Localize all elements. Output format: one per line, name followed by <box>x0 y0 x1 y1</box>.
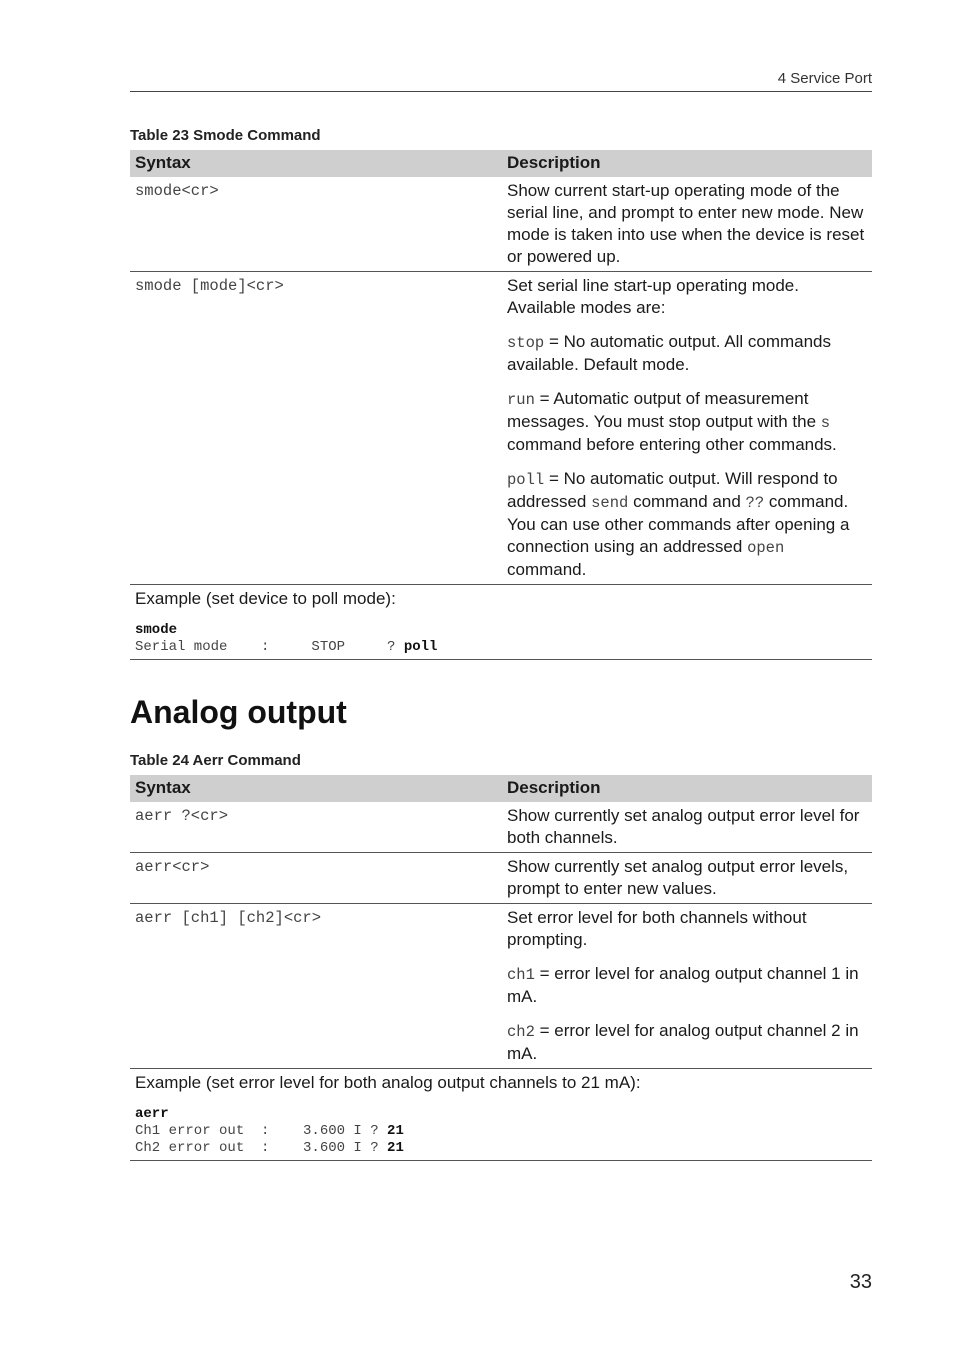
example-user-input: 21 <box>387 1123 404 1139</box>
description-text: = No automatic output. All commands available. Default mode. <box>507 332 832 374</box>
syntax-cell: smode<cr> <box>130 177 502 272</box>
description-text: = error level for analog output channel 2 in mA. <box>507 1021 859 1063</box>
param-ch1-description <box>507 963 867 1008</box>
inline-code: open <box>747 539 785 557</box>
table-row <box>130 853 872 904</box>
table-24-caption: Table 24 Aerr Command <box>130 752 301 769</box>
table-header-row <box>130 775 872 802</box>
example-cell <box>130 1069 872 1161</box>
syntax-cell: smode [mode]<cr> <box>130 272 502 585</box>
running-header: 4 Service Port <box>777 70 872 87</box>
syntax-column-header: Syntax <box>130 775 502 802</box>
mode-stop-description <box>507 331 867 376</box>
example-user-input: 21 <box>387 1140 404 1156</box>
description-text: Show currently set analog output error levels, prompt to enter new values. <box>507 857 849 898</box>
section-title: Analog output <box>130 694 347 730</box>
description-text: command before entering other commands. <box>507 435 837 454</box>
description-text: command. You can use other commands after opening a connection using an addressed <box>507 492 850 556</box>
example-row <box>130 1069 872 1161</box>
example-output-line: Ch1 error out : 3.600 I ? <box>135 1123 388 1139</box>
syntax-cell: aerr [ch1] [ch2]<cr> <box>130 904 502 1069</box>
description-cell <box>502 177 872 272</box>
table-row <box>130 272 872 585</box>
description-cell <box>502 904 872 1069</box>
description-text: = No automatic output. Will respond to addressed <box>507 469 838 511</box>
description-text: command and <box>628 492 746 511</box>
description-text: Show currently set analog output error level for both channels. <box>507 806 860 847</box>
example-row <box>130 585 872 660</box>
example-code <box>135 1106 867 1157</box>
table-header-row <box>130 150 872 177</box>
syntax-cell: aerr ?<cr> <box>130 802 502 853</box>
description-text: = error level for analog output channel 1 in mA. <box>507 964 859 1006</box>
example-caption: Example (set device to poll mode): <box>135 589 396 608</box>
example-command: aerr <box>135 1106 169 1122</box>
param-ch2-description <box>507 1020 867 1065</box>
mode-poll-description <box>507 468 867 581</box>
header-rule <box>130 91 872 92</box>
description-column-header: Description <box>502 775 872 802</box>
description-text: Set error level for both channels without prompting. <box>507 908 807 949</box>
example-code <box>135 622 867 656</box>
inline-code: send <box>591 494 629 512</box>
description-cell <box>502 853 872 904</box>
page-number: 33 <box>849 1271 872 1293</box>
description-cell <box>502 272 872 585</box>
inline-code: ?? <box>745 494 765 512</box>
example-output-line: Ch2 error out : 3.600 I ? <box>135 1140 388 1156</box>
inline-code: ch1 <box>507 966 535 984</box>
description-cell <box>502 802 872 853</box>
mode-run-description <box>507 388 867 456</box>
description-column-header: Description <box>502 150 872 177</box>
syntax-cell: aerr<cr> <box>130 853 502 904</box>
description-text: = Automatic output of measurement messages. You must stop output with the <box>507 389 821 431</box>
smode-command-table <box>130 150 872 660</box>
example-user-input: poll <box>403 639 438 655</box>
inline-code: run <box>507 391 535 409</box>
example-caption: Example (set error level for both analog output channels to 21 mA): <box>135 1073 641 1092</box>
syntax-column-header: Syntax <box>130 150 502 177</box>
example-output-line: Serial mode : STOP ? <box>135 639 404 655</box>
inline-code: poll <box>507 471 545 489</box>
table-row <box>130 904 872 1069</box>
table-row <box>130 177 872 272</box>
table-23-caption: Table 23 Smode Command <box>130 127 321 144</box>
inline-code: s <box>820 414 831 432</box>
aerr-command-table <box>130 775 872 1161</box>
description-text: Show current start-up operating mode of the serial line, and prompt to enter new mode. New mode is taken into use when the device is reset or powered up. <box>507 181 865 266</box>
inline-code: ch2 <box>507 1023 535 1041</box>
description-text: Set serial line start-up operating mode. Available modes are: <box>507 276 799 317</box>
example-cell <box>130 585 872 660</box>
table-row <box>130 802 872 853</box>
inline-code: stop <box>507 334 545 352</box>
description-text: command. <box>507 560 587 579</box>
example-command: smode <box>135 622 178 638</box>
